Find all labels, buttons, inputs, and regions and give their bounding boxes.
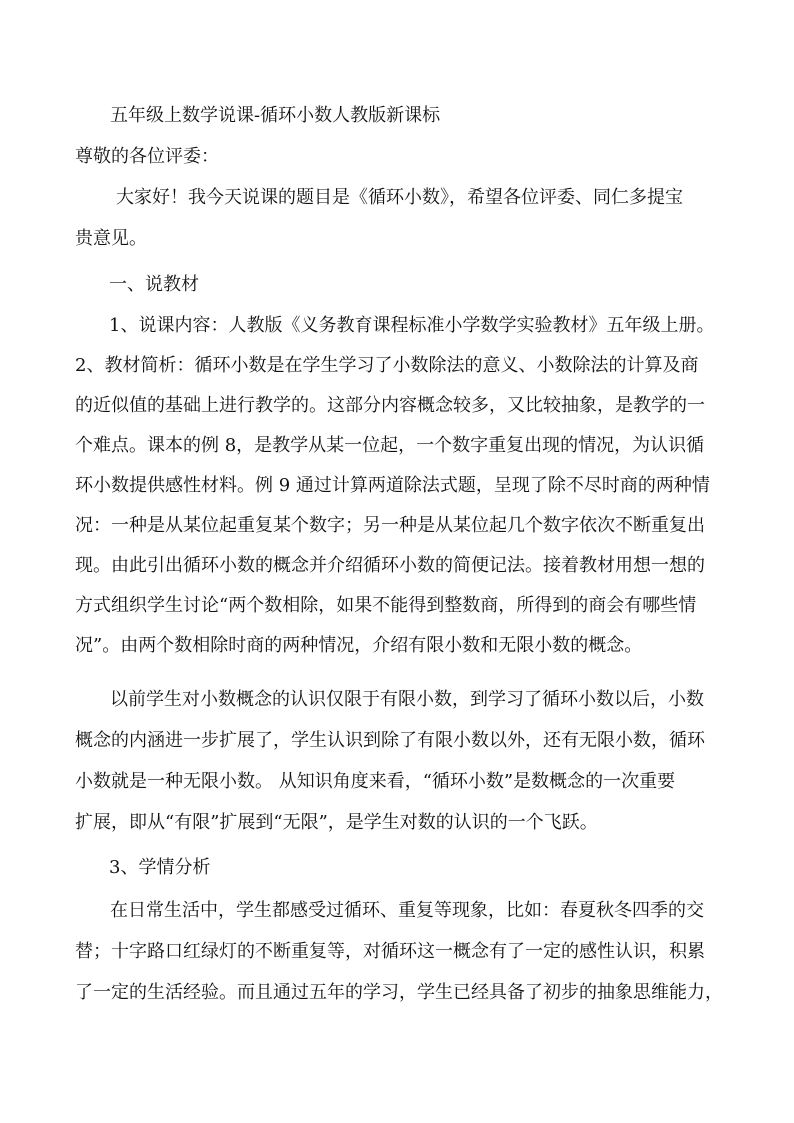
intro-line-1: 大家好！我今天说课的题目是《循环小数》，希望各位评委、同仁多提宝 bbox=[116, 187, 683, 208]
paragraph-3-line: 了一定的生活经验。而且通过五年的学习，学生已经具备了初步的抽象思维能力， bbox=[75, 982, 723, 1003]
paragraph-3-line: 替；十字路口红绿灯的不断重复等，对循环这一概念有了一定的感性认识，积累 bbox=[75, 941, 705, 962]
paragraph-2-line: 以前学生对小数概念的认识仅限于有限小数，到学习了循环小数以后，小数 bbox=[110, 689, 704, 710]
item-2-line: 2、教材简析：循环小数是在学生学习了小数除法的意义、小数除法的计算及商 bbox=[75, 355, 699, 376]
intro-line-2: 贵意见。 bbox=[75, 228, 147, 249]
paragraph-2-line: 扩展，即从“有限”扩展到“无限”，是学生对数的认识的一个飞跃。 bbox=[75, 812, 598, 833]
item-2-line: 况”。由两个数相除时商的两种情况，介绍有限小数和无限小数的概念。 bbox=[75, 635, 643, 656]
item-2-line: 况：一种是从某位起重复某个数字；另一种是从某位起几个数字依次不断重复出 bbox=[75, 515, 705, 536]
item-2-line: 现。由此引出循环小数的概念并介绍循环小数的简便记法。接着教材用想一想的 bbox=[75, 555, 705, 576]
item-2-line: 方式组织学生讨论“两个数相除，如果不能得到整数商，所得到的商会有哪些情 bbox=[75, 595, 697, 616]
item-2-line: 的近似值的基础上进行教学的。这部分内容概念较多，又比较抽象，是教学的一 bbox=[75, 395, 705, 416]
paragraph-2-line: 小数就是一种无限小数。 从知识角度来看，“循环小数”是数概念的一次重要 bbox=[75, 771, 676, 792]
paragraph-3-line: 在日常生活中，学生都感受过循环、重复等现象，比如：春夏秋冬四季的交 bbox=[110, 900, 704, 921]
section-1-heading: 一、说教材 bbox=[109, 274, 199, 295]
salutation: 尊敬的各位评委： bbox=[75, 146, 219, 167]
item-1-text: 1、说课内容：人教版《义务教育课程标准小学数学实验教材》五年级上册。 bbox=[109, 315, 715, 336]
item-2-line: 环小数提供感性材料。例 9 通过计算两道除法式题，呈现了除不尽时商的两种情 bbox=[75, 475, 710, 496]
section-3-heading: 3、学情分析 bbox=[109, 857, 211, 878]
paragraph-2-line: 概念的内涵进一步扩展了，学生认识到除了有限小数以外，还有无限小数，循环 bbox=[75, 730, 705, 751]
document-title: 五年级上数学说课-循环小数人教版新课标 bbox=[110, 105, 441, 126]
item-2-line: 个难点。课本的例 8，是教学从某一位起，一个数字重复出现的情况，为认识循 bbox=[75, 435, 705, 456]
